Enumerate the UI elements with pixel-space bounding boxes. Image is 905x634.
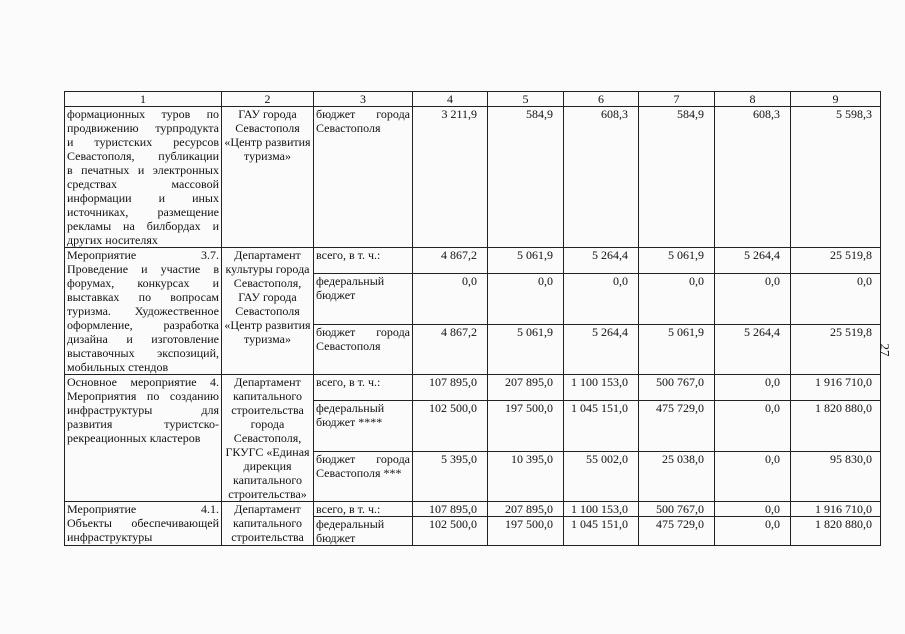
amount-cell: 5 264,4 xyxy=(564,248,639,274)
header-cell: 9 xyxy=(791,92,881,107)
cell-line: культуры города xyxy=(225,262,310,276)
cell-line: выставочных экспозиций, xyxy=(67,346,219,360)
cell-line: Севастополя xyxy=(235,304,300,318)
amount-cell: 0,0 xyxy=(715,375,791,401)
funding-source-cell xyxy=(314,274,413,324)
amount-cell: 107 895,0 xyxy=(413,375,488,401)
cell-line: Мероприятия по созданию xyxy=(67,389,219,403)
amount-cell: 584,9 xyxy=(639,107,715,248)
amount-cell: 25 519,8 xyxy=(791,324,881,374)
amount-cell: 608,3 xyxy=(564,107,639,248)
cell-line: Мероприятие 3.7. xyxy=(67,248,219,262)
cell-line: «Центр развития xyxy=(224,135,311,149)
amount-cell: 0,0 xyxy=(564,274,639,324)
cell-line: ГАУ города xyxy=(238,290,297,304)
cell-line: ГАУ города xyxy=(238,107,297,121)
amount-cell: 584,9 xyxy=(488,107,564,248)
funding-source-cell xyxy=(314,401,413,451)
table-row xyxy=(65,502,881,517)
amount-cell: 475 729,0 xyxy=(639,401,715,451)
header-cell: 1 xyxy=(65,92,222,107)
cell-line: выставках по вопросам xyxy=(67,290,219,304)
executor-cell xyxy=(222,248,314,375)
amount-cell: 1 916 710,0 xyxy=(791,375,881,401)
cell-line: федеральный xyxy=(316,517,385,531)
executor-cell xyxy=(222,502,314,546)
amount-cell: 5 598,3 xyxy=(791,107,881,248)
cell-line: дирекция xyxy=(243,459,292,473)
amount-cell: 207 895,0 xyxy=(488,502,564,517)
amount-cell: 1 820 880,0 xyxy=(791,517,881,546)
cell-line: строительства» xyxy=(228,487,307,501)
amount-cell: 0,0 xyxy=(715,517,791,546)
amount-cell: 500 767,0 xyxy=(639,375,715,401)
cell-line: Департамент xyxy=(234,375,301,389)
cell-line: Проведение и участие в xyxy=(67,262,219,276)
activity-name-cell xyxy=(65,375,222,502)
amount-cell: 0,0 xyxy=(639,274,715,324)
cell-line: Департамент xyxy=(234,502,301,516)
amount-cell: 0,0 xyxy=(413,274,488,324)
cell-line: формационных туров по xyxy=(67,107,219,121)
amount-cell: 197 500,0 xyxy=(488,517,564,546)
cell-line: продвижению турпродукта xyxy=(67,121,219,135)
funding-source-cell xyxy=(314,502,413,517)
amount-cell: 4 867,2 xyxy=(413,324,488,374)
amount-cell: 0,0 xyxy=(715,451,791,501)
cell-line: Севастополя *** xyxy=(316,465,402,480)
cell-line: дизайна и изготовление xyxy=(67,332,219,346)
header-cell: 8 xyxy=(715,92,791,107)
cell-line: оформление, разработка xyxy=(67,318,219,332)
amount-cell: 5 061,9 xyxy=(488,248,564,274)
executor-cell xyxy=(222,375,314,502)
cell-line: капитального xyxy=(233,389,302,403)
amount-cell: 5 264,4 xyxy=(715,248,791,274)
table-row xyxy=(65,248,881,274)
header-cell: 5 xyxy=(488,92,564,107)
cell-line: ГКУГС «Единая xyxy=(225,445,310,459)
amount-cell: 10 395,0 xyxy=(488,451,564,501)
amount-cell: 1 045 151,0 xyxy=(564,517,639,546)
cell-line: средствах массовой xyxy=(67,177,219,191)
header-cell: 7 xyxy=(639,92,715,107)
activity-name-cell xyxy=(65,248,222,375)
amount-cell: 608,3 xyxy=(715,107,791,248)
amount-cell: 1 045 151,0 xyxy=(564,401,639,451)
activity-name-cell xyxy=(65,502,222,546)
cell-line: информации и иных xyxy=(67,191,219,205)
funding-source-cell xyxy=(314,324,413,374)
amount-cell: 197 500,0 xyxy=(488,401,564,451)
budget-table xyxy=(64,91,881,546)
header-cell: 3 xyxy=(314,92,413,107)
cell-line: туризма. Художественное xyxy=(67,304,219,318)
cell-line: Севастополя xyxy=(316,338,381,353)
cell-line: рекламы на билбордах и xyxy=(67,219,219,233)
header-cell: 2 xyxy=(222,92,314,107)
table-row xyxy=(65,107,881,248)
funding-source-cell xyxy=(314,248,413,274)
amount-cell: 1 100 153,0 xyxy=(564,502,639,517)
amount-cell: 0,0 xyxy=(715,401,791,451)
cell-line: капитального xyxy=(233,473,302,487)
cell-line: Мероприятие 4.1. xyxy=(67,502,219,516)
cell-line: Департамент xyxy=(234,248,301,262)
cell-line: развития туристско- xyxy=(67,417,219,431)
cell-line: Севастополя, публикации xyxy=(67,149,219,163)
amount-cell: 1 916 710,0 xyxy=(791,502,881,517)
amount-cell: 475 729,0 xyxy=(639,517,715,546)
amount-cell: 1 820 880,0 xyxy=(791,401,881,451)
cell-line: всего, в т. ч.: xyxy=(316,248,381,262)
page-number: 27 xyxy=(877,343,893,357)
amount-cell: 207 895,0 xyxy=(488,375,564,401)
cell-line: бюджет города xyxy=(316,451,410,466)
cell-line: бюджет города xyxy=(316,107,410,121)
cell-line: в печатных и электронных xyxy=(67,163,219,177)
amount-cell: 5 061,9 xyxy=(639,324,715,374)
cell-line: туризма» xyxy=(244,149,291,163)
amount-cell: 25 519,8 xyxy=(791,248,881,274)
cell-line: мобильных стендов xyxy=(67,360,169,374)
cell-line: бюджет города xyxy=(316,324,410,339)
amount-cell: 102 500,0 xyxy=(413,401,488,451)
amount-cell: 0,0 xyxy=(791,274,881,324)
activity-name-cell xyxy=(65,107,222,248)
cell-line: рекреационных кластеров xyxy=(67,431,201,445)
amount-cell: 500 767,0 xyxy=(639,502,715,517)
cell-line: федеральный xyxy=(316,401,385,416)
funding-source-cell xyxy=(314,107,413,248)
funding-source-cell xyxy=(314,375,413,401)
cell-line: других носителях xyxy=(67,233,158,247)
amount-cell: 3 211,9 xyxy=(413,107,488,248)
cell-line: инфраструктуры для xyxy=(67,403,219,417)
executor-cell xyxy=(222,107,314,248)
amount-cell: 0,0 xyxy=(715,274,791,324)
amount-cell: 5 264,4 xyxy=(564,324,639,374)
header-cell: 4 xyxy=(413,92,488,107)
cell-line: «Центр развития xyxy=(224,318,311,332)
cell-line: и туристских ресурсов xyxy=(67,135,219,149)
header-row xyxy=(65,92,881,107)
cell-line: строительства xyxy=(231,403,304,417)
amount-cell: 55 002,0 xyxy=(564,451,639,501)
amount-cell: 5 395,0 xyxy=(413,451,488,501)
table-row xyxy=(65,375,881,401)
amount-cell: 107 895,0 xyxy=(413,502,488,517)
cell-line: Севастополя xyxy=(235,121,300,135)
amount-cell: 5 061,9 xyxy=(488,324,564,374)
cell-line: бюджет xyxy=(316,531,356,545)
cell-line: Севастополя xyxy=(316,121,381,135)
cell-line: бюджет **** xyxy=(316,415,383,430)
amount-cell: 25 038,0 xyxy=(639,451,715,501)
header-cell: 6 xyxy=(564,92,639,107)
funding-source-cell xyxy=(314,517,413,546)
cell-line: федеральный xyxy=(316,274,385,289)
cell-line: города xyxy=(250,417,285,431)
amount-cell: 5 264,4 xyxy=(715,324,791,374)
cell-line: Объекты обеспечивающей xyxy=(67,516,219,530)
cell-line: всего, в т. ч.: xyxy=(316,375,381,389)
funding-source-cell xyxy=(314,451,413,501)
cell-line: источниках, размещение xyxy=(67,205,219,219)
cell-line: строительства xyxy=(231,530,304,544)
cell-line: форумах, конкурсах и xyxy=(67,276,219,290)
cell-line: капитального xyxy=(233,516,302,530)
amount-cell: 0,0 xyxy=(488,274,564,324)
amount-cell: 5 061,9 xyxy=(639,248,715,274)
cell-line: Севастополя, xyxy=(233,431,302,445)
amount-cell: 4 867,2 xyxy=(413,248,488,274)
cell-line: инфраструктуры xyxy=(67,530,153,544)
cell-line: туризма» xyxy=(244,332,291,346)
cell-line: бюджет xyxy=(316,288,356,303)
amount-cell: 1 100 153,0 xyxy=(564,375,639,401)
cell-line: Основное мероприятие 4. xyxy=(67,375,219,389)
amount-cell: 95 830,0 xyxy=(791,451,881,501)
cell-line: всего, в т. ч.: xyxy=(316,502,381,516)
amount-cell: 0,0 xyxy=(715,502,791,517)
amount-cell: 102 500,0 xyxy=(413,517,488,546)
cell-line: Севастополя, xyxy=(233,276,302,290)
